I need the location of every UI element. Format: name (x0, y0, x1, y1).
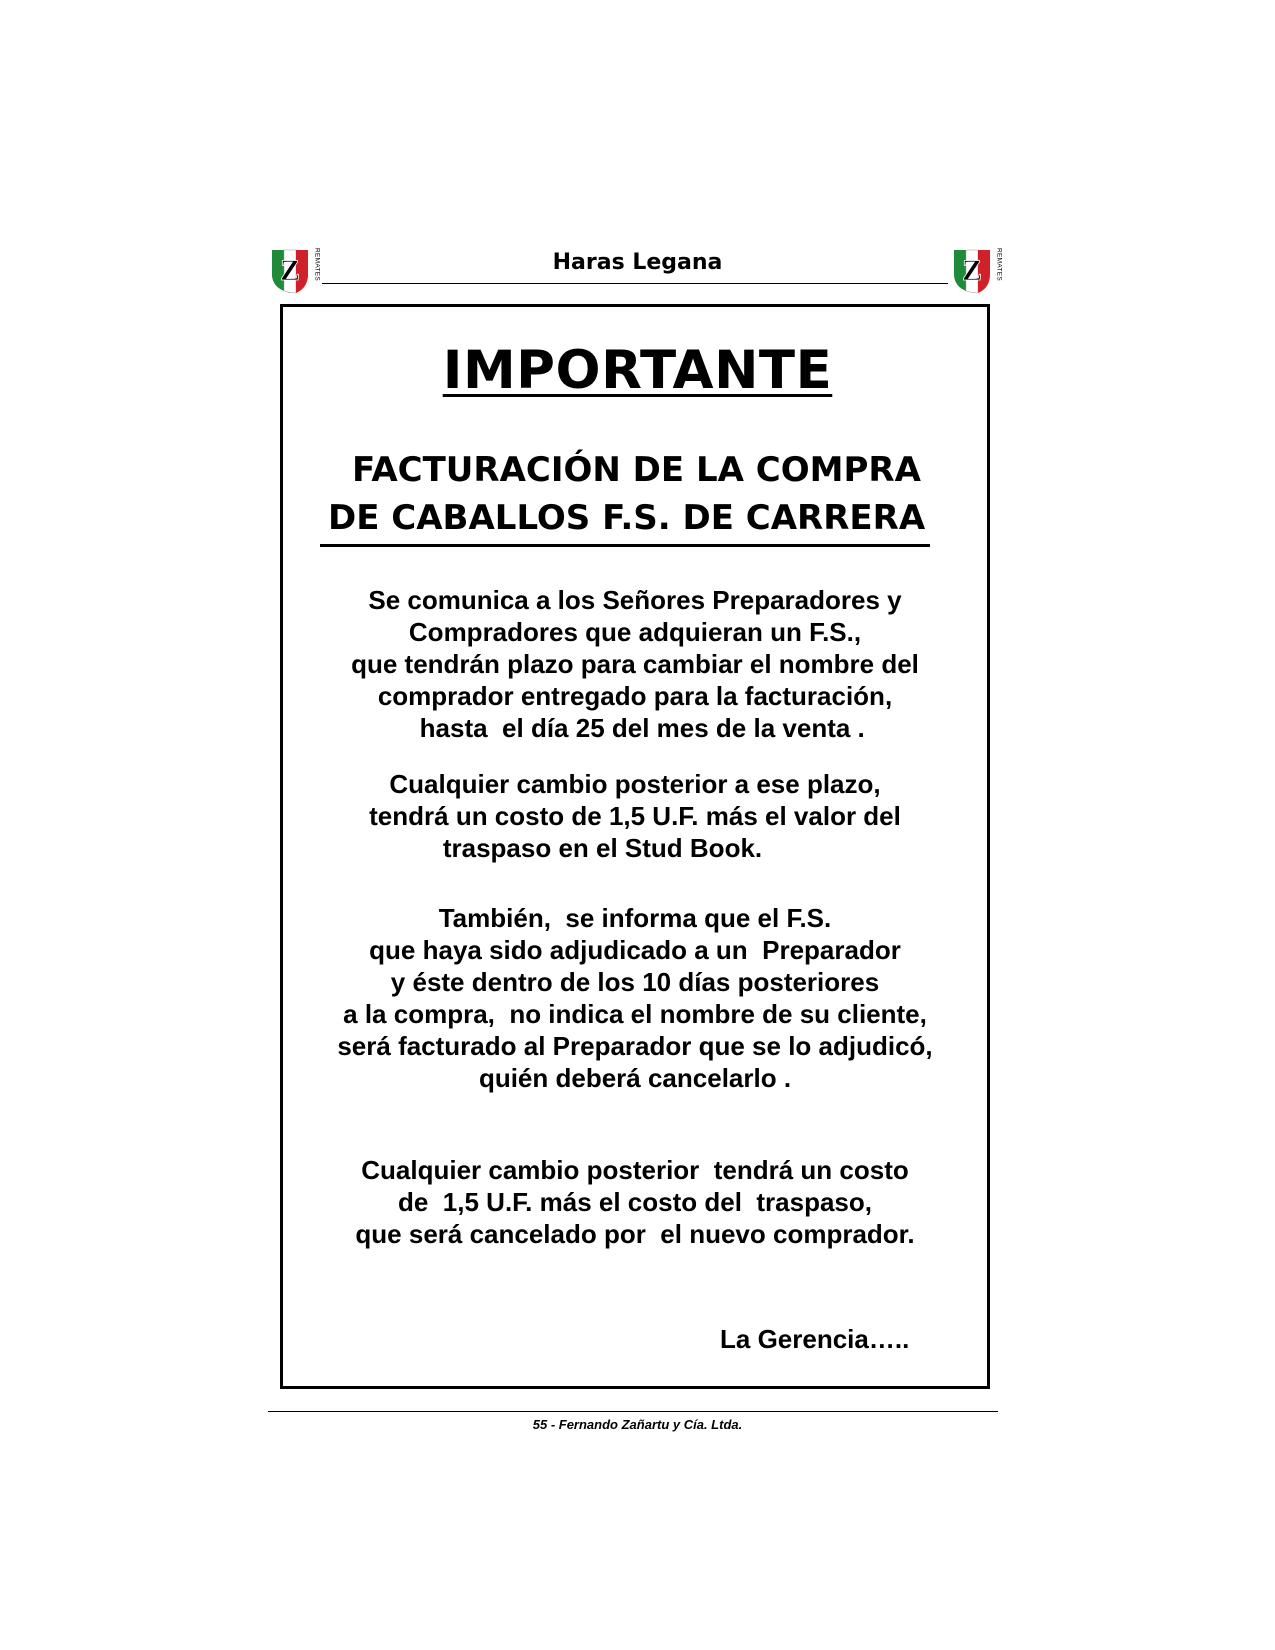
header-rule (322, 283, 948, 284)
signature: La Gerencia….. (720, 1324, 910, 1354)
notice-subtitle-line-2: DE CABALLOS F.S. DE CARRERA (328, 498, 926, 538)
paragraph-line: Cualquier cambio posterior a ese plazo, (389, 769, 881, 799)
paragraph-line: tendrá un costo de 1,5 U.F. más el valor del (369, 801, 901, 831)
paragraph-1 (280, 584, 990, 744)
notice-title (0, 340, 1275, 401)
paragraph-2 (280, 768, 990, 864)
paragraph-3 (280, 902, 990, 1094)
remates-logo-right (950, 244, 1006, 294)
logo-caption: REMATES (313, 248, 321, 282)
paragraph-line: que será cancelado por el nuevo comprador. (355, 1219, 915, 1249)
paragraph-line: comprador entregado para la facturación, (377, 681, 893, 711)
paragraph-4 (280, 1154, 990, 1250)
paragraph-line: que haya sido adjudicado a un Preparador (369, 935, 901, 965)
page-footer: 55 - Fernando Zañartu y Cía. Ltda. (532, 1417, 743, 1432)
header-title: Haras Legana (552, 250, 723, 275)
paragraph-line: Se comunica a los Señores Preparadores y (368, 585, 902, 615)
paragraph-line: hasta el día 25 del mes de la venta . (405, 713, 865, 743)
logo-caption: REMATES (995, 248, 1003, 282)
logo-mark: Z (961, 254, 983, 287)
paragraph-line: traspaso en el Stud Book. (442, 833, 828, 863)
paragraph-line: a la compra, no indica el nombre de su cliente, (343, 999, 927, 1029)
paragraph-line: será facturado al Preparador que se lo adjudicó, (337, 1031, 933, 1061)
paragraph-line: y éste dentro de los 10 días posteriores (390, 967, 880, 997)
paragraph-line: Compradores que adquieran un F.S., (408, 617, 862, 647)
notice-title-text: IMPORTANTE (442, 340, 833, 401)
logo-mark: Z (279, 254, 301, 287)
footer-rule (268, 1411, 998, 1412)
paragraph-line: También, se informa que el F.S. (438, 903, 832, 933)
notice-subtitle-line-1: FACTURACIÓN DE LA COMPRA (352, 450, 921, 490)
subtitle-underline (320, 544, 930, 547)
paragraph-line: Cualquier cambio posterior tendrá un costo (361, 1155, 909, 1185)
paragraph-line: quién deberá cancelarlo . (478, 1063, 792, 1093)
paragraph-line: de 1,5 U.F. más el costo del traspaso, (398, 1187, 872, 1217)
paragraph-line: que tendrán plazo para cambiar el nombre del (351, 649, 919, 679)
